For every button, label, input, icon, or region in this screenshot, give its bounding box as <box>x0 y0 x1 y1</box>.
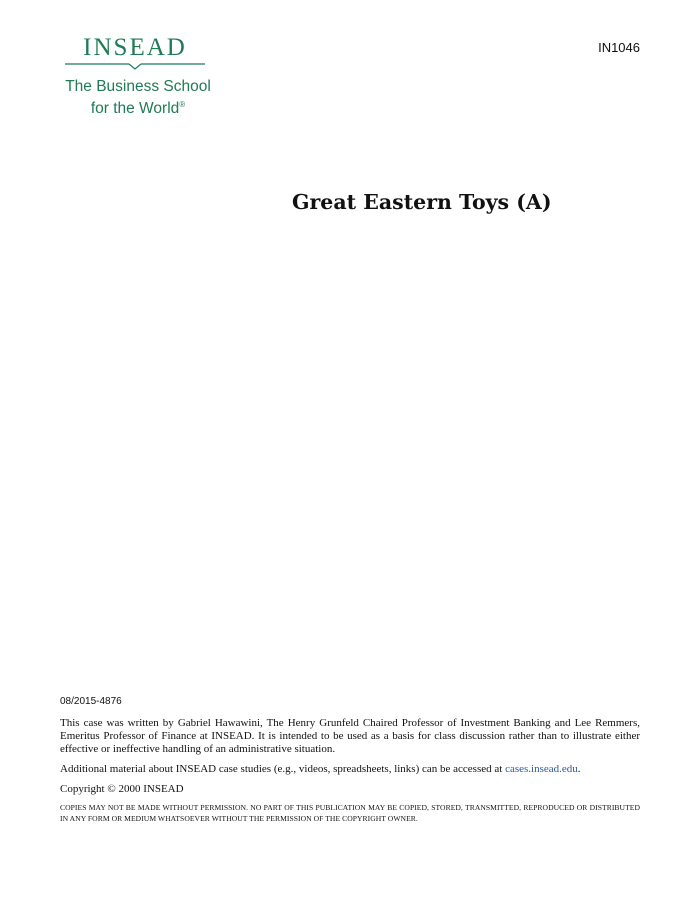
date-code: 08/2015-4876 <box>60 696 122 707</box>
cases-link[interactable]: cases.insead.edu <box>505 763 578 775</box>
additional-material-note <box>60 763 640 776</box>
logo-tagline <box>58 78 218 118</box>
registered-mark: ® <box>179 100 186 109</box>
document-title: Great Eastern Toys (A) <box>292 190 552 214</box>
insead-logo <box>58 34 218 118</box>
tagline-line-2 <box>58 96 218 118</box>
permission-notice: COPIES MAY NOT BE MADE WITHOUT PERMISSION. NO PART OF THIS PUBLICATION MAY BE COPIED, STORED, TRANSMITTED, REPRODUCED OR DISTRIBUTED IN ANY FORM OR MEDIUM WHATSOEVER WITHOUT THE PERMISSION OF THE COPYRIGHT OWNER. <box>60 803 640 823</box>
case-code: IN1046 <box>598 40 640 55</box>
additional-material-text: Additional material about INSEAD case studies (e.g., videos, spreadsheets, links) can be accessed at <box>60 763 503 775</box>
additional-material-suffix: . <box>577 763 581 775</box>
tagline-line-1: The Business School <box>65 78 211 95</box>
copyright-line: Copyright © 2000 INSEAD <box>60 783 184 795</box>
tagline-line-2-text: for the World <box>90 100 180 118</box>
authorship-note: This case was written by Gabriel Hawawini, The Henry Grunfeld Chaired Professor of Investment Banking and Lee Remmers, Emeritus Professor of Finance at INSEAD. It is intended to be used as a basis for class discussion rather than to illustrate either effective or ineffective handling of an administrative situation. <box>60 717 640 755</box>
footer <box>60 695 640 831</box>
logo-chevron-rule <box>65 62 205 70</box>
logo-wordmark: INSEAD <box>83 34 187 61</box>
